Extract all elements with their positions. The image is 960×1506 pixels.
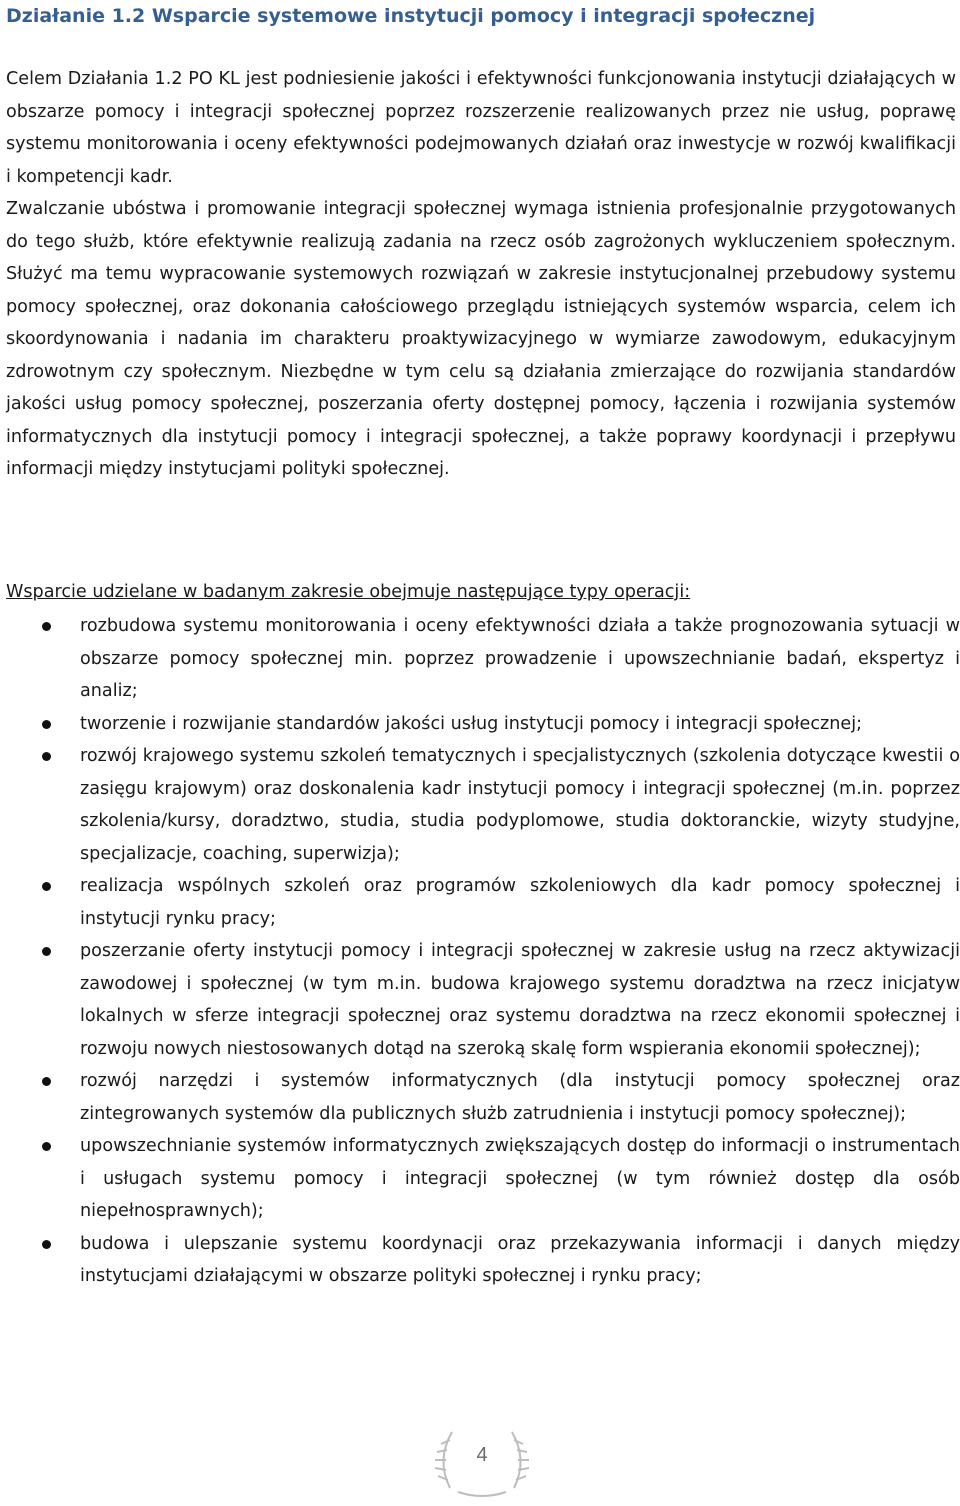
list-item-text: tworzenie i rozwijanie standardów jakości usług instytucji pomocy i integracji społecznej; — [80, 713, 863, 734]
list-item-text: budowa i ulepszanie systemu koordynacji oraz przekazywania informacji i danych między instytucjami działającymi w obszarze polityki społecznej i rynku pracy; — [80, 1233, 960, 1286]
list-item — [6, 610, 960, 708]
bullet-icon — [42, 752, 51, 761]
list-item — [6, 708, 960, 741]
list-item-text: rozbudowa systemu monitorowania i oceny efektywności działa a także prognozowania sytuacji w obszarze pomocy społecznej min. poprzez prowadzenie i upowszechnianie badań, ekspertyz i analiz; — [80, 616, 960, 701]
list-item — [6, 1130, 960, 1228]
list-item — [6, 740, 960, 870]
operations-list — [6, 610, 960, 1293]
list-item — [6, 935, 960, 1065]
list-item-text: realizacja wspólnych szkoleń oraz programów szkoleniowych dla kadr pomocy społecznej i instytucji rynku pracy; — [80, 876, 960, 929]
paragraph-intro: Celem Działania 1.2 PO KL jest podniesienie jakości i efektywności funkcjonowania instytucji działających w obszarze pomocy i integracji społecznej poprzez rozszerzenie realizowanych przez nie usług, poprawę systemu monitorowania i oceny efektywności podejmowanych działań oraz inwestycje w rozwój kwalifikacji i kompetencji kadr. — [6, 69, 956, 187]
list-item-text: poszerzanie oferty instytucji pomocy i integracji społecznej w zakresie usług na rzecz aktywizacji zawodowej i społecznej (w tym m.in. budowa krajowego systemu doradztwa na rzecz inicjatyw lokalnych w sferze integracji społecznej oraz systemu doradztwa na rzecz ekonomii społecznej i rozwoju nowych niestosowanych dotąd na szeroką skalę form wspierania ekonomii społecznej); — [80, 941, 960, 1059]
bullet-icon — [42, 882, 51, 891]
section-heading: Działanie 1.2 Wsparcie systemowe instytucji pomocy i integracji społecznej — [6, 5, 816, 27]
page-number: 4 — [476, 1444, 488, 1466]
list-item — [6, 870, 960, 935]
bullet-icon — [42, 720, 51, 729]
list-item — [6, 1228, 960, 1293]
operations-title: Wsparcie udzielane w badanym zakresie obejmuje następujące typy operacji: — [6, 582, 691, 602]
list-item-text: upowszechnianie systemów informatycznych zwiększających dostęp do informacji o instrumentach i usługach systemu pomocy i integracji społecznej (w tym również dostęp dla osób niepełnosprawnych); — [80, 1136, 960, 1221]
bullet-icon — [42, 1077, 51, 1086]
bullet-icon — [42, 1240, 51, 1249]
page-number-badge — [430, 1418, 534, 1502]
bullet-icon — [42, 622, 51, 631]
bullet-icon — [42, 947, 51, 956]
paragraph-main: Zwalczanie ubóstwa i promowanie integracji społecznej wymaga istnienia profesjonalnie przygotowanych do tego służb, które efektywnie realizują zadania na rzecz osób zagrożonych wykluczeniem społecznym. Służyć ma temu wypracowanie systemowych rozwiązań w zakresie instytucjonalnej przebudowy systemu pomocy społecznej, oraz dokonania całościowego przeglądu istniejących systemów wsparcia, celem ich skoordynowania i nadania im charakteru proaktywizacyjnego w wymiarze zawodowym, edukacyjnym zdrowotnym czy społecznym. Niezbędne w tym celu są działania zmierzające do rozwijania standardów jakości usług pomocy społecznej, poszerzania oferty dostępnej pomocy, łączenia i rozwijania systemów informatycznych dla instytucji pomocy i integracji społecznej, a także poprawy koordynacji i przepływu informacji między instytucjami polityki społecznej. — [6, 199, 956, 479]
list-item-text: rozwój narzędzi i systemów informatycznych (dla instytucji pomocy społecznej oraz zintegrowanych systemów dla publicznych służb zatrudnienia i instytucji pomocy społecznej); — [80, 1071, 960, 1124]
list-item-text: rozwój krajowego systemu szkoleń tematycznych i specjalistycznych (szkolenia dotyczące kwestii o zasięgu krajowym) oraz doskonalenia kadr instytucji pomocy i integracji społecznej (m.in. poprzez szkolenia/kursy, doradztwo, studia, studia podyplomowe, studia doktoranckie, wizyty studyjne, specjalizacje, coaching, superwizja); — [80, 746, 960, 864]
bullet-icon — [42, 1142, 51, 1151]
list-item — [6, 1065, 960, 1130]
